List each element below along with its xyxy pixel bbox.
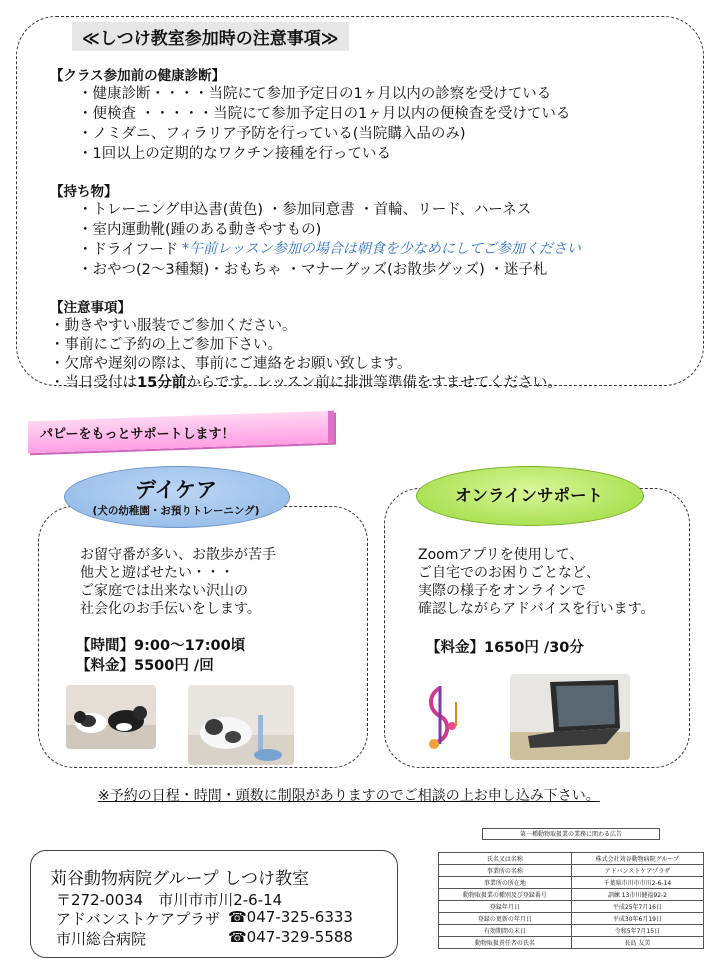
- caution-item: ・動きやすい服装でご参加ください。: [50, 318, 297, 334]
- registration-table: [438, 852, 704, 949]
- reception-item: [50, 371, 562, 392]
- table-cell: 事業所の名称: [439, 865, 572, 877]
- table-row: [439, 877, 704, 889]
- health-check-heading: 【クラス参加前の健康診断】: [50, 68, 226, 84]
- daycare-desc: ご家庭では出来ない沢山の: [80, 583, 248, 599]
- table-cell: 平成25年7月16日: [571, 901, 703, 913]
- online-desc: 実際の様子をオンラインで: [418, 583, 586, 599]
- caution-item: ・欠席や遅刻の際は、事前にご連絡をお願い致します。: [50, 356, 412, 372]
- dryfood-note: *午前レッスン参加の場合は朝食を少なめにしてご参加ください: [182, 241, 581, 257]
- notice-title: ≪しつけ教室参加時の注意事項≫: [72, 22, 349, 51]
- clinic-name: 苅谷動物病院グループ しつけ教室: [50, 869, 310, 889]
- table-cell: 令和5年7月15日: [571, 925, 703, 937]
- table-cell: 動物取扱業の種別及び登録番号: [439, 889, 572, 901]
- laptop-photo: [510, 674, 630, 760]
- table-cell: 事業所の所在地: [439, 877, 572, 889]
- dogs-playing-photo: [66, 685, 156, 749]
- music-note-icon: [418, 682, 468, 752]
- health-item: ・ノミダニ、フィラリア予防を行っている(当院購入品のみ): [78, 126, 466, 142]
- online-title: オンラインサポート: [454, 486, 603, 505]
- reception-time: 15分前: [137, 375, 187, 391]
- table-row: [439, 937, 704, 949]
- belongings-item: ・室内運動靴(踵のある動きやすもの): [78, 222, 322, 238]
- daycare-desc: お留守番が多い、お散歩が苦手: [80, 547, 276, 563]
- table-cell: 訓練 13市川健福92-2: [571, 889, 703, 901]
- branch-phone[interactable]: ☎047-329-5588: [228, 928, 353, 946]
- online-desc: ご自宅でのお困りごとなど、: [418, 565, 600, 581]
- table-row: [439, 889, 704, 901]
- table-cell: 長島 友美: [571, 937, 703, 949]
- table-cell: 平成30年6月19日: [571, 913, 703, 925]
- table-cell: 有効期間の末日: [439, 925, 572, 937]
- table-row: [439, 913, 704, 925]
- table-cell: 登録年月日: [439, 901, 572, 913]
- caution-item: ・事前にご予約の上ご参加下さい。: [50, 337, 282, 353]
- table-row: [439, 853, 704, 865]
- branch-name: アドバンストケアプラザ: [56, 910, 220, 928]
- table-cell: 氏名又は名称: [439, 853, 572, 865]
- table-cell: 登録の更新の年月日: [439, 913, 572, 925]
- online-desc: 確認しながらアドバイスを行います。: [418, 601, 655, 617]
- daycare-fee: 【料金】5500円 /回: [76, 658, 214, 674]
- support-ribbon-text: パピーをもっとサポートします！: [40, 427, 235, 442]
- reception-suffix: からです。レッスン前に排泄等準備をすませてください。: [186, 375, 562, 391]
- table-cell: 動物取扱責任者の氏名: [439, 937, 572, 949]
- daycare-subtitle: (犬の幼稚園・お預りトレーニング): [92, 505, 260, 517]
- table-row: [439, 925, 704, 937]
- reservation-note: ※予約の日程・時間・頭数に制限がありますのでご相談の上お申し込み下さい。: [98, 788, 600, 804]
- table-cell: 千葉県市川市市川2-6-14: [571, 877, 703, 889]
- caution-heading: 【注意事項】: [50, 300, 131, 316]
- table-cell: アドバンストケアプラザ: [571, 865, 703, 877]
- online-fee: 【料金】1650円 /30分: [426, 640, 584, 656]
- reception-prefix: ・当日受付は: [50, 375, 137, 391]
- registration-title: 第一種動物取扱業の業務に関わる広告: [482, 828, 660, 840]
- table-row: [439, 901, 704, 913]
- belongings-item: ・ドライフード: [78, 242, 179, 258]
- table-cell: 株式会社苅谷動物病院グループ: [571, 853, 703, 865]
- health-item: ・1回以上の定期的なワクチン接種を行っている: [78, 146, 391, 162]
- branch-name: 市川総合病院: [56, 930, 147, 948]
- online-desc: Zoomアプリを使用して、: [418, 547, 584, 563]
- belongings-heading: 【持ち物】: [50, 184, 118, 200]
- daycare-title: デイケア: [134, 478, 218, 502]
- daycare-desc: 他犬と遊ばせたい・・・: [80, 565, 234, 581]
- belongings-item: ・おやつ(2～3種類)・おもちゃ ・マナーグッズ(お散歩グッズ) ・迷子札: [78, 262, 548, 278]
- dog-vacuum-photo: [188, 685, 294, 765]
- postal-address: 〒272-0034 市川市市川2-6-14: [56, 891, 283, 909]
- table-row: [439, 865, 704, 877]
- daycare-desc: 社会化のお手伝いをします。: [80, 601, 261, 617]
- daycare-time: 【時間】9:00～17:00頃: [76, 638, 246, 654]
- belongings-item: ・トレーニング申込書(黄色) ・参加同意書 ・首輪、リード、ハーネス: [78, 202, 532, 218]
- health-item: ・健康診断・・・・当院にて参加予定日の1ヶ月以内の診察を受けている: [78, 86, 552, 102]
- branch-phone[interactable]: ☎047-325-6333: [228, 908, 353, 926]
- health-item: ・便検査 ・・・・・当院にて参加予定日の1ヶ月以内の便検査を受けている: [78, 106, 571, 122]
